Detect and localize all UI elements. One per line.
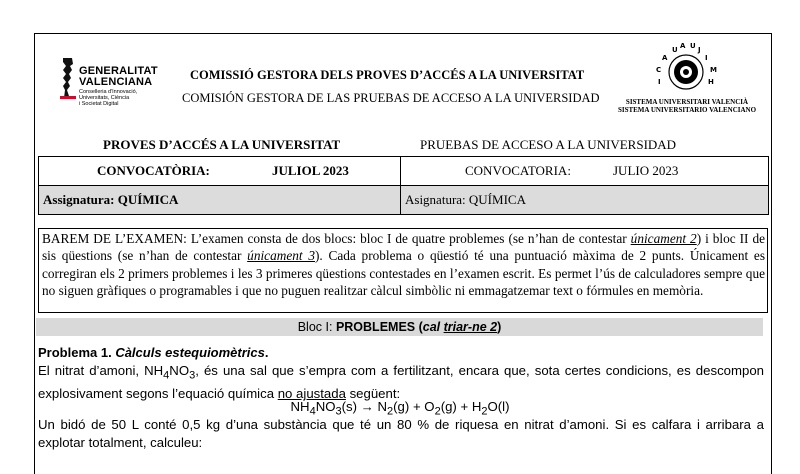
convocatoria-date-es: JULIO 2023	[613, 163, 679, 178]
header-title-es: COMISIÓN GESTORA DE LAS PRUEBAS DE ACCESO A LA UNIVERSIDAD	[182, 91, 600, 105]
chemical-equation: $NH_4NO_3(s) \to N_2(g) + O_2(g) + H_2O(l)$	[290, 399, 510, 418]
svg-text:J: J	[698, 46, 701, 54]
proves-title-ca: PROVES D’ACCÉS A LA UNIVERSITAT	[103, 137, 341, 152]
table-row-divider	[39, 185, 768, 186]
lion-emblem-icon	[60, 56, 76, 100]
seal-text-ca: SISTEMA UNIVERSITARI VALENCIÀ	[625, 98, 749, 106]
logo-line2: VALENCIANA	[79, 76, 153, 88]
svg-text:M: M	[710, 66, 717, 74]
svg-text:A: A	[680, 42, 686, 50]
seal-text-es: SISTEMA UNIVERSITARIO VALENCIANO	[617, 106, 757, 114]
problem-statement: Un bidó de 50 L conté 0,5 kg d’una substància que té un 80 % de riquesa en nitrat d’amoni. Si es calfara i arribara a explotar totalment, calculeu:	[38, 417, 764, 450]
generalitat-logo	[60, 56, 160, 126]
convocatoria-label-ca: CONVOCATÒRIA:	[97, 163, 210, 178]
convocatoria-label-es: CONVOCATORIA:	[465, 163, 571, 178]
block-heading: Bloc I: PROBLEMES (cal triar-ne 2)	[36, 318, 763, 336]
svg-text:I: I	[705, 54, 708, 62]
university-seal-icon	[652, 38, 720, 102]
proves-title-es: PRUEBAS DE ACCESO A LA UNIVERSIDAD	[420, 137, 677, 152]
svg-text:U: U	[690, 42, 696, 50]
subject-es: Asignatura: QUÍMICA	[405, 192, 526, 207]
svg-text:U: U	[672, 46, 678, 54]
problem-title: Problema 1. Càlculs estequiomètrics.	[38, 345, 269, 360]
convocatoria-date-ca: JULIOL 2023	[272, 163, 349, 178]
problem-intro: El nitrat d’amoni, $NH_4NO_3$, és una sal que s’empra com a fertilitzant, encara que, sota certes condicions, es descompon explosivament segons l’equació química no ajustada següent:	[38, 363, 764, 402]
svg-text:H: H	[708, 78, 714, 86]
logo-subtitle: Conselleria d'Innovació, Universitats, Ciència i Societat Digital	[79, 89, 138, 107]
grading-instructions: BAREM DE L’EXAMEN: L’examen consta de dos blocs: bloc I de quatre problemes (se n’han de contestar únicament 2) i bloc II de sis qüestions (se n’han de contestar únicament 3). Cada problema o qüestió té una puntuació màxima de 2 punts. Únicament es corregiran els 2 primers problemes i les 3 primeres qüestions contestades en l’examen escrit. Es permet l’ús de calculadores sempre que no siguen gràfiques o programables i que no puguen realitzar càlcul simbòlic ni emmagatzemar text o fórmules en memòria.	[38, 228, 768, 313]
svg-text:A: A	[662, 54, 668, 62]
logo-line1: GENERALITAT	[79, 65, 158, 77]
header-title-ca: COMISSIÓ GESTORA DELS PROVES D’ACCÉS A LA UNIVERSITAT	[190, 68, 585, 82]
svg-text:I: I	[658, 78, 661, 86]
svg-text:C: C	[656, 66, 662, 74]
subject-ca: Assignatura: QUÍMICA	[43, 192, 179, 207]
